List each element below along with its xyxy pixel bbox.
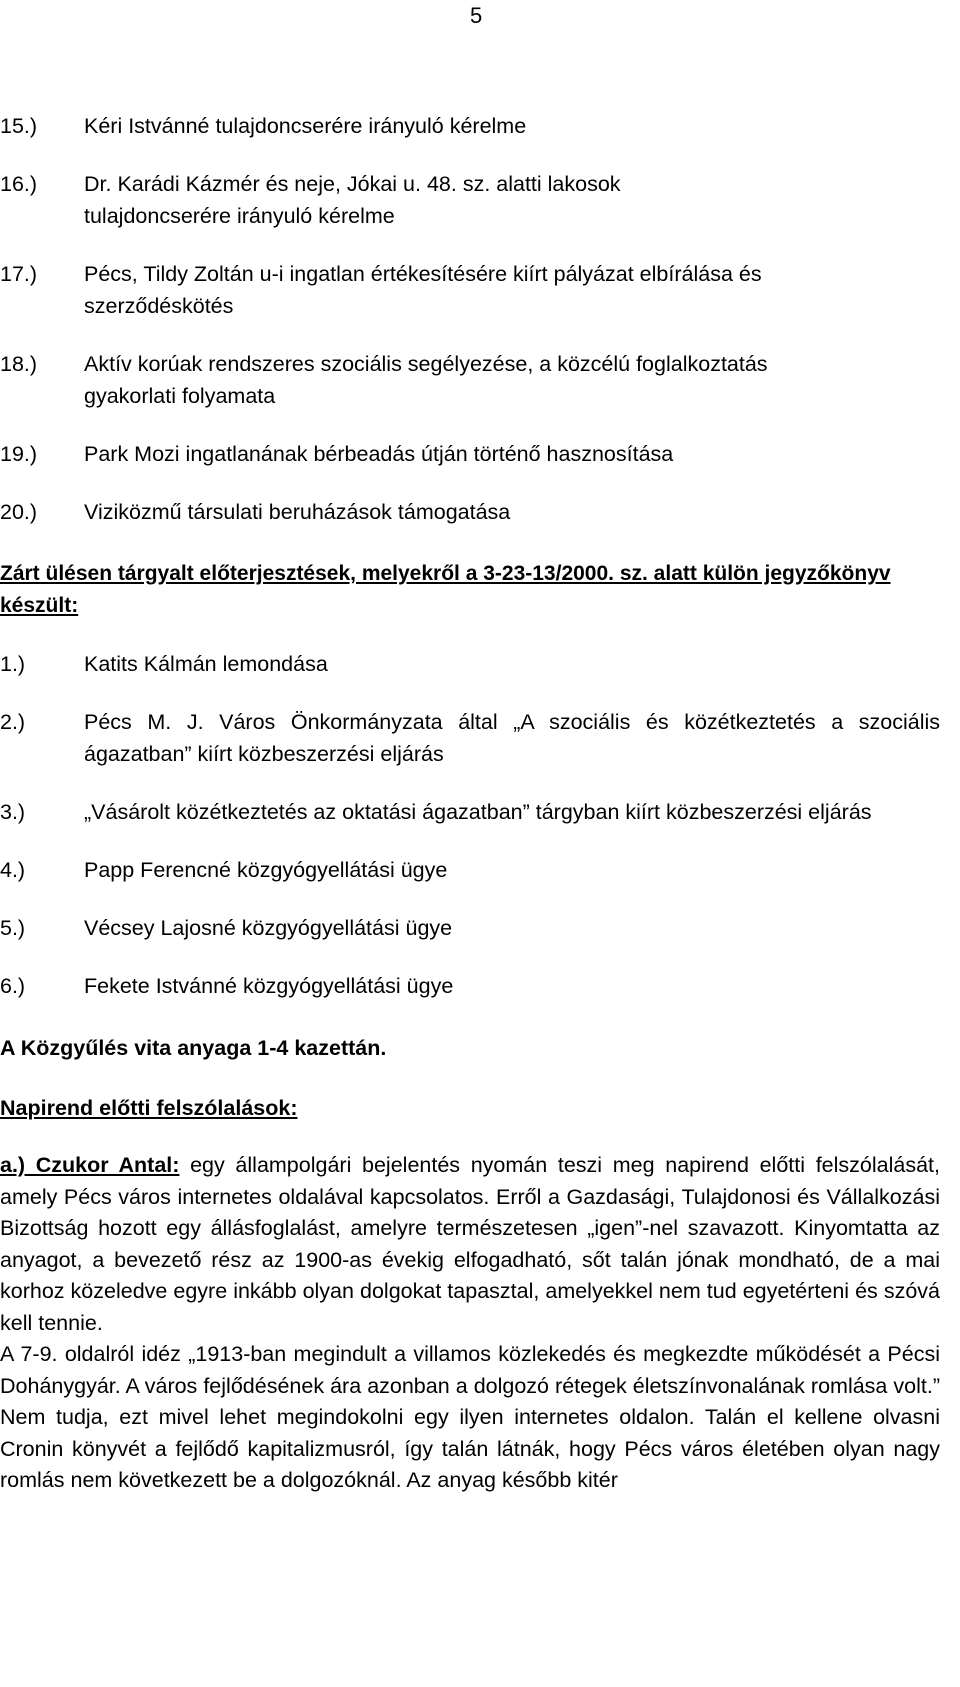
closed-item-number: 4.) — [0, 858, 26, 882]
closed-item-4 — [0, 854, 960, 886]
agenda-item-text: Park Mozi ingatlanának bérbeadás útján történő hasznosítása — [84, 442, 674, 466]
agenda-item-text: Aktív korúak rendszeres szociális segélyezése, a közcélú foglalkoztatás gyakorlati folyamata — [84, 352, 768, 408]
closed-item-number: 5.) — [0, 916, 26, 940]
agenda-item-number: 16.) — [0, 172, 38, 196]
agenda-item-15 — [0, 110, 960, 142]
closed-item-number: 3.) — [0, 800, 26, 824]
closed-item-3 — [0, 796, 960, 828]
closed-item-text: Fekete Istvánné közgyógyellátási ügye — [84, 974, 454, 998]
closed-item-text: Pécs M. J. Város Önkormányzata által „A szociális és közétkeztetés a szociális ágazatban” kiírt közbeszerzési eljárás — [84, 710, 940, 766]
closed-item-text: Katits Kálmán lemondása — [84, 652, 328, 676]
closed-item-6 — [0, 970, 960, 1002]
agenda-item-number: 17.) — [0, 262, 38, 286]
closed-item-number: 6.) — [0, 974, 26, 998]
speaker-name: a.) Czukor Antal: — [0, 1153, 180, 1177]
closed-item-number: 2.) — [0, 710, 26, 734]
agenda-item-19 — [0, 438, 960, 470]
agenda-item-number: 15.) — [0, 114, 38, 138]
agenda-item-number: 18.) — [0, 352, 38, 376]
agenda-item-text: Viziközmű társulati beruházások támogatása — [84, 500, 511, 524]
document-content — [0, 110, 960, 1497]
closed-item-number: 1.) — [0, 652, 26, 676]
closed-item-5 — [0, 912, 960, 944]
speech-paragraph-1 — [0, 1150, 940, 1339]
agenda-item-text: Dr. Karádi Kázmér és neje, Jókai u. 48. sz. alatti lakosok tulajdoncserére irányuló kérelme — [84, 172, 621, 228]
agenda-item-number: 19.) — [0, 442, 38, 466]
tapes-line: A Közgyűlés vita anyaga 1-4 kazettán. — [0, 1036, 387, 1060]
closed-session-heading: Zárt ülésen tárgyalt előterjesztések, melyekről a 3-23-13/2000. sz. alatt külön jegyzőkönyv készült: — [0, 562, 891, 617]
agenda-item-text: Kéri Istvánné tulajdoncserére irányuló kérelme — [84, 114, 527, 138]
agenda-item-16 — [0, 168, 960, 232]
closed-item-text: Papp Ferencné közgyógyellátási ügye — [84, 858, 448, 882]
pre-agenda-heading: Napirend előtti felszólalások: — [0, 1096, 298, 1120]
paragraph-1-text: egy állampolgári bejelentés nyomán teszi meg napirend előtti felszólalását, amely Pécs város internetes oldalával kapcsolatos. Erről a Gazdasági, Tulajdonosi és Vállalkozási Bizottság hozott egy állásfoglalást, amelyre természetesen „igen”-nel szavazott. Kinyomtatta az anyagot, a bevezető rész az 1900-as évekig elfogadható, sőt talán jónak mondható, de a mai korhoz közeledve egyre inkább olyan dolgokat tapasztal, amelyekkel nem tud egyetérteni és szóvá kell tennie. — [0, 1153, 940, 1335]
agenda-item-number: 20.) — [0, 500, 38, 524]
speech-paragraph-2: A 7-9. oldalról idéz „1913-ban megindult a villamos közlekedés és megkezdte működését a Pécsi Dohánygyár. A város fejlődésének ára azonban a dolgozó rétegek életszínvonalának romlása volt.” Nem tudja, ezt mivel lehet megindokolni egy ilyen internetes oldalon. Talán el kellene olvasni Cronin könyvét a fejlődő kapitalizmusról, így talán látnák, hogy Pécs város életében olyan nagy romlás nem következett be a dolgozóknál. Az anyag később kitér — [0, 1342, 940, 1492]
agenda-item-17 — [0, 258, 960, 322]
closed-item-2 — [0, 706, 960, 770]
closed-item-text: Vécsey Lajosné közgyógyellátási ügye — [84, 916, 453, 940]
agenda-item-text: Pécs, Tildy Zoltán u-i ingatlan értékesítésére kiírt pályázat elbírálása és szerződéskötés — [84, 262, 762, 318]
agenda-item-20 — [0, 496, 960, 528]
agenda-item-18 — [0, 348, 960, 412]
closed-item-text: „Vásárolt közétkeztetés az oktatási ágazatban” tárgyban kiírt közbeszerzési eljárás — [84, 800, 872, 824]
closed-item-1 — [0, 648, 960, 680]
page-number: 5 — [470, 3, 483, 28]
